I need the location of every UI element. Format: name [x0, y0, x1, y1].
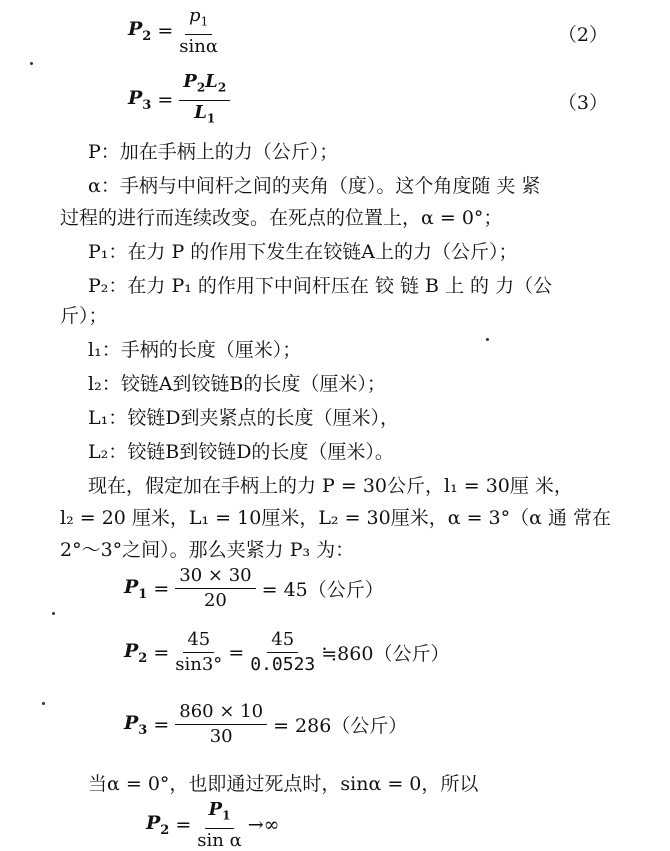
calc-p1: $P_1$ = $\frac{30 \times 30}{20}$ = 45（公斤） [124, 565, 384, 611]
assumption-line: 2°～3°之间）。那么夹紧力 P₃ 为： [60, 539, 355, 561]
definition-line: α：手柄与中间杆之间的夹角（度）。这个角度随 夹 紧 [88, 175, 541, 197]
definition-line: L₂：铰链B到铰链D的长度（厘米）。 [88, 441, 394, 463]
calc-p3-fraction: $\frac{860 \times 10}{30}$ [175, 702, 267, 747]
scan-speck [30, 62, 33, 65]
definition-line: L₁：铰链D到夹紧点的长度（厘米）， [88, 407, 399, 429]
calc-p3-result: = 286（公斤） [273, 715, 408, 737]
definition-line: P₁：在力 P 的作用下发生在铰链A上的力（公斤）； [88, 241, 518, 263]
final-fraction: $\frac{P_1}{\text{sin α}}$ [197, 799, 242, 851]
scan-speck [486, 338, 489, 341]
assumption-line: l₂ = 20 厘米，L₁ = 10厘米，L₂ = 30厘米，α = 3°（α 通 常在 [60, 507, 612, 529]
definition-line: P₂：在力 P₁ 的作用下中间杆压在 铰 链 B 上 的 力（公 [88, 275, 553, 297]
equation-3: $P_3$ = $\frac{P_2L_2}{L_1}$ [128, 72, 236, 128]
calc-p2-result: ≒860（公斤） [321, 643, 450, 665]
eq2-lhs: $P_2$ [128, 18, 152, 45]
definition-line: l₁：手柄的长度（厘米）； [88, 339, 302, 361]
assumption-line: 现在，假定加在手柄上的力 P = 30公斤，l₁ = 30厘 米， [88, 475, 573, 497]
final-result: →∞ [247, 814, 280, 837]
calc-p2: $P_2$ = $\frac{45}{\sin 3^\circ}$ = $\frac{45}{0.0523}$ ≒860（公斤） [124, 629, 450, 675]
equation-number-3: （3） [557, 92, 608, 114]
calc-p3: $P_3$ = $\frac{860 \times 10}{30}$ = 286（公斤） [124, 701, 408, 747]
eq2-fraction: $\frac{p_1}{\sin\alpha}$ [179, 5, 219, 57]
calc-p2-fraction-1: $\frac{45}{\sin 3^\circ}$ [175, 629, 223, 675]
final-equation: $P_2$ = $\frac{P_1}{\text{sin α}}$ →∞ [146, 799, 280, 851]
eq3-lhs: $P_3$ [128, 87, 152, 113]
eq3-fraction: $\frac{P_2L_2}{L_1}$ [179, 72, 230, 128]
scan-speck [42, 702, 45, 705]
equation-number-2: （2） [557, 24, 608, 46]
calc-p1-result: = 45（公斤） [261, 579, 384, 601]
definition-line: P：加在手柄上的力（公斤）； [88, 141, 339, 163]
conclusion-line: 当α = 0°，也即通过死点时，sinα = 0，所以 [88, 773, 479, 795]
equation-2: $P_2$ = $\frac{p_1}{\sin\alpha}$ [128, 5, 219, 57]
scan-speck [52, 612, 55, 615]
calc-p1-fraction: $\frac{30 \times 30}{20}$ [175, 566, 255, 611]
definition-line: 过程的进行而连续改变。在死点的位置上，α = 0°； [60, 207, 503, 229]
calc-p2-fraction-2: $\frac{45}{0.0523}$ [250, 629, 316, 675]
definition-line: 斤）； [60, 305, 108, 327]
definition-line: l₂：铰链A到铰链B的长度（厘米）； [88, 373, 386, 395]
